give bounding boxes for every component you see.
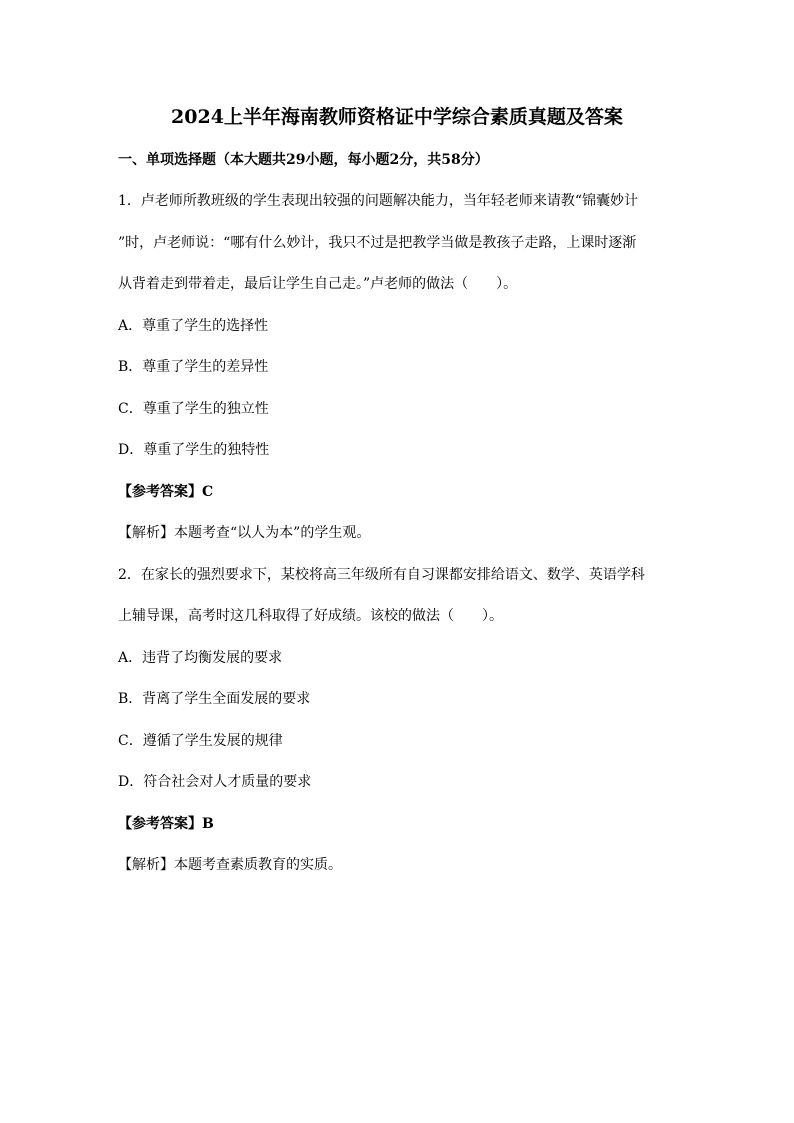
document-title: 2024上半年海南教师资格证中学综合素质真题及答案 xyxy=(171,106,623,128)
section-heading: 一、单项选择题（本大题共29小题，每小题2分，共58分） xyxy=(118,152,489,168)
question-1-answer: 【参考答案】C xyxy=(118,484,214,500)
question-2-stem-line-2: 上辅导课，高考时这几科取得了好成绩。该校的做法（ ）。 xyxy=(118,608,503,624)
question-1-option-c: C．尊重了学生的独立性 xyxy=(118,401,269,417)
question-2-option-c: C．遵循了学生发展的规律 xyxy=(118,733,283,749)
question-1-stem-line-2: ”时，卢老师说：“哪有什么妙计，我只不过是把教学当做是教孩子走路，上课时逐渐 xyxy=(118,235,637,251)
question-1-option-b: B．尊重了学生的差异性 xyxy=(118,359,269,375)
question-1-analysis: 【解析】本题考查“以人为本”的学生观。 xyxy=(118,525,371,541)
question-1-option-d: D．尊重了学生的独特性 xyxy=(118,442,270,458)
question-2-stem-line-1: 2．在家长的强烈要求下，某校将高三年级所有自习课都安排给语文、数学、英语学科 xyxy=(118,567,645,583)
question-2-analysis: 【解析】本题考查素质教育的实质。 xyxy=(118,857,342,873)
question-2-option-b: B．背离了学生全面发展的要求 xyxy=(118,691,311,707)
question-1-stem-line-1: 1．卢老师所教班级的学生表现出较强的问题解决能力，当年轻老师来请教“锦囊妙计 xyxy=(118,193,639,209)
question-2-option-d: D．符合社会对人才质量的要求 xyxy=(118,774,312,790)
question-1-option-a: A．尊重了学生的选择性 xyxy=(118,318,269,334)
question-2-option-a: A．违背了均衡发展的要求 xyxy=(118,650,283,666)
question-2-answer: 【参考答案】B xyxy=(118,816,214,832)
question-1-stem-line-3: 从背着走到带着走，最后让学生自己走。”卢老师的做法（ ）。 xyxy=(118,276,518,292)
